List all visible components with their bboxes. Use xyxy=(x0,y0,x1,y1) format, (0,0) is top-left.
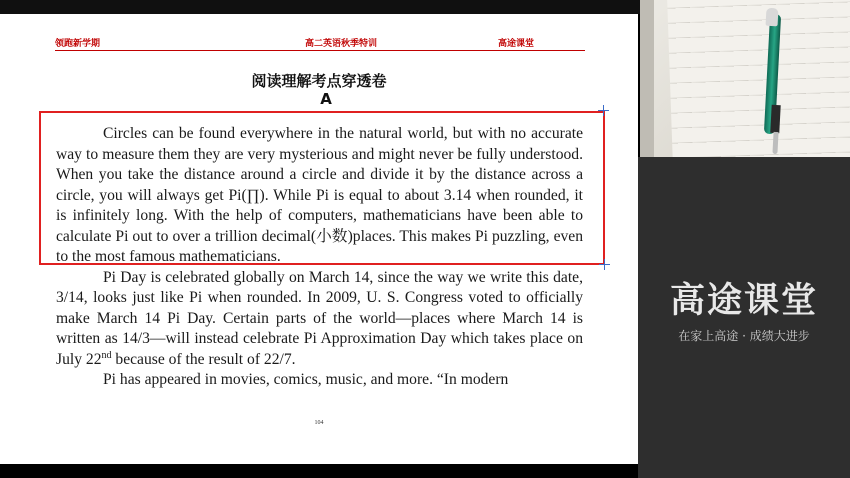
paragraph-2-text: Pi Day is celebrated globally on March 14, since the way we write this date, 3/14, looks just like Pi when rounded. In 2009, U. S. Congress voted to officially make March 14 Pi Day. Certain parts of the world—places where March 14 is written as 14/3—will instead celebrate Pi Approximation Day which takes place on July 22 xyxy=(56,268,583,368)
paragraph-1: Circles can be found everywhere in the natural world, but with no accurate way to measure them they are very mysterious and might never be fully understood. When you take the distance around a circle and divide it by the distance across a circle, you will always get Pi(∏). While Pi is equal to about 3.14 when rounded, it is infinitely long. With the help of computers, mathematicians have been able to calculate Pi out to over a trillion decimal(小数)places. This makes Pi puzzling, even to the most famous mathematicians. xyxy=(56,125,583,265)
camera-edge xyxy=(640,0,654,157)
pen-cap xyxy=(766,8,779,27)
notebook-image xyxy=(667,0,850,157)
brand-slogan: 在家上高途 · 成绩大进步 xyxy=(678,329,810,343)
teacher-camera-feed xyxy=(640,0,850,157)
ordinal-suffix: nd xyxy=(101,349,112,361)
header-right-text: 高途课堂 xyxy=(498,39,535,49)
paragraph-2-tail: because of the result of 22/7. xyxy=(111,350,296,368)
paragraph-3: Pi has appeared in movies, comics, music, and more. “In modern xyxy=(103,371,509,388)
paragraph-2 xyxy=(56,268,583,371)
page-number: 104 xyxy=(314,420,324,426)
resize-handle-icon[interactable] xyxy=(599,259,610,270)
bottom-bar xyxy=(0,464,638,478)
pen-grip xyxy=(770,105,780,133)
brand-logo: 高途课堂 xyxy=(669,281,818,321)
header-divider xyxy=(55,50,585,51)
annotation-rectangle[interactable] xyxy=(39,111,605,265)
passage-label: A xyxy=(320,90,332,108)
document-title: 阅读理解考点穿透卷 xyxy=(251,72,387,90)
header-center-text: 高二英语秋季特训 xyxy=(305,39,378,49)
brand-panel xyxy=(638,157,850,478)
page-header xyxy=(55,36,539,50)
header-left-text: 领跑新学期 xyxy=(55,39,101,49)
resize-handle-icon[interactable] xyxy=(598,105,609,116)
